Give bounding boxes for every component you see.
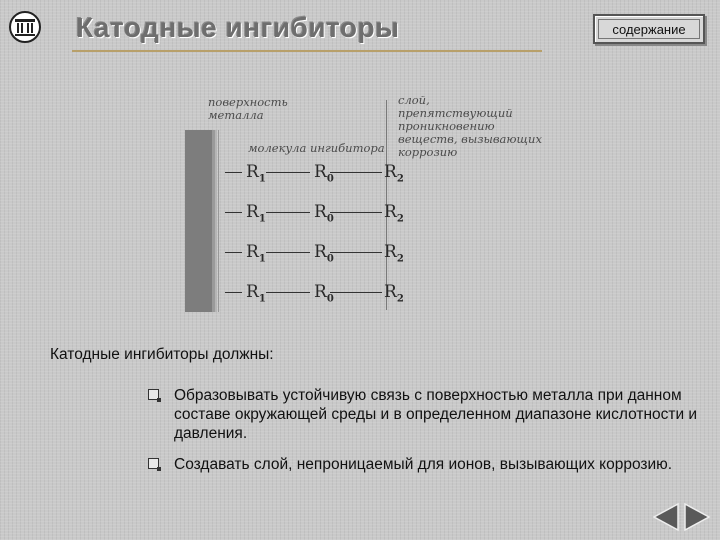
checkbox-bullet-icon <box>148 389 159 400</box>
group-r2: $R_2$ <box>384 282 404 305</box>
triangle-left-icon[interactable] <box>652 502 680 532</box>
molecule-row <box>222 162 412 184</box>
metal-edge <box>218 130 219 312</box>
list-item-text: Образовывать устойчивую связь с поверхностью металла при данном составе окружающей среды и в определенном диапазоне кислотности и давления. <box>174 387 698 442</box>
contents-button[interactable] <box>593 14 705 44</box>
group-r0: $R_0$ <box>314 202 334 225</box>
label-inhibitor-molecule: молекула ингибитора <box>248 141 385 155</box>
page-title: Катодные ингибиторы <box>76 12 400 43</box>
university-logo-icon <box>8 8 42 46</box>
group-r2: $R_2$ <box>384 202 404 225</box>
requirements-list <box>148 386 708 486</box>
label-barrier-layer: слой, препятствующий проникновению веществ, вызывающих коррозию <box>398 93 542 159</box>
molecule-row <box>222 202 412 224</box>
list-item-text: Создавать слой, непроницаемый для ионов, вызывающих коррозию. <box>174 456 673 473</box>
metal-surface <box>185 130 217 312</box>
intro-text: Катодные ингибиторы должны: <box>50 346 274 363</box>
group-r0: $R_0$ <box>314 282 334 305</box>
title-underline <box>72 50 542 52</box>
group-r0: $R_0$ <box>314 242 334 265</box>
list-item <box>148 386 708 443</box>
group-r1: $R_1$ <box>246 242 266 265</box>
group-r2: $R_2$ <box>384 242 404 265</box>
group-r0: $R_0$ <box>314 162 334 185</box>
label-metal-surface: поверхность металла <box>208 95 288 122</box>
checkbox-bullet-icon <box>148 458 159 469</box>
molecule-row <box>222 242 412 264</box>
triangle-right-icon[interactable] <box>683 502 711 532</box>
group-r2: $R_2$ <box>384 162 404 185</box>
list-item <box>148 455 708 474</box>
group-r1: $R_1$ <box>246 202 266 225</box>
contents-button-label: содержание <box>598 19 700 39</box>
group-r1: $R_1$ <box>246 162 266 185</box>
molecule-row <box>222 282 412 304</box>
group-r1: $R_1$ <box>246 282 266 305</box>
